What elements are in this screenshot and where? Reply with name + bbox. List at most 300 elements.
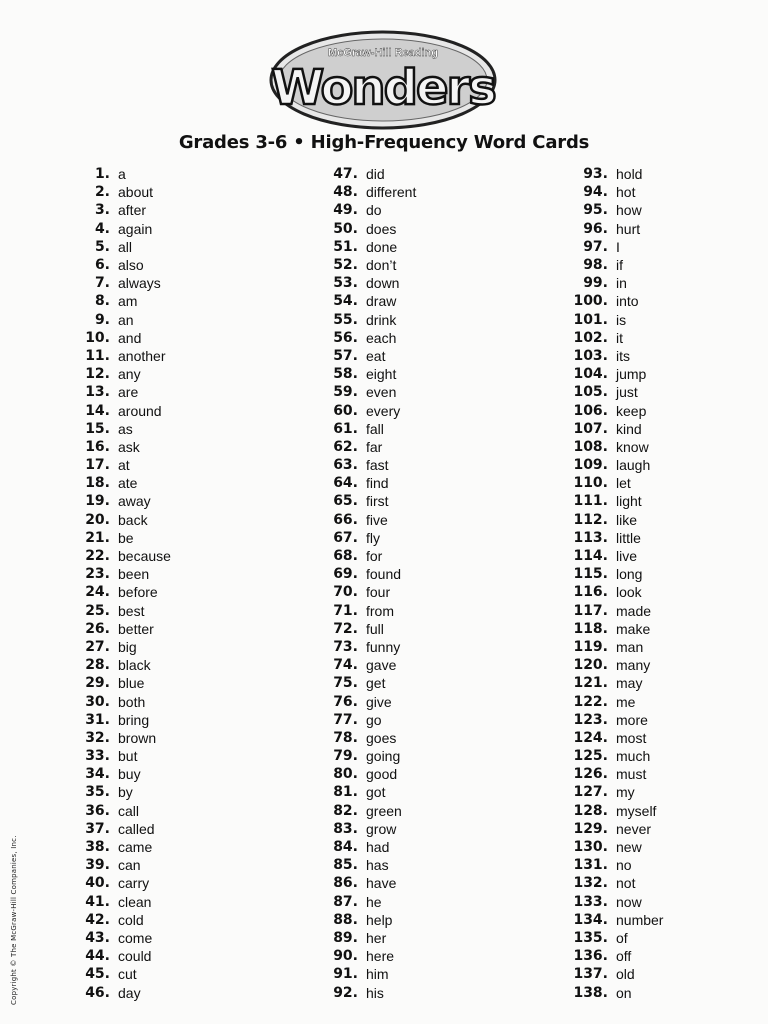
word-number: 52. [333, 257, 358, 274]
word-number: 41. [85, 893, 110, 910]
word-number: 57. [333, 347, 358, 364]
word-entry [560, 274, 663, 292]
word-number: 69. [333, 566, 358, 583]
word-entry [310, 893, 416, 911]
word-number: 43. [85, 929, 110, 946]
word-number: 94. [583, 184, 608, 201]
word-number: 30. [85, 693, 110, 710]
word-entry [310, 638, 416, 656]
word-number: 120. [573, 657, 608, 674]
word-text: on [616, 984, 632, 1001]
word-text: off [616, 948, 632, 965]
word-entry [62, 692, 171, 710]
word-entry [62, 438, 171, 456]
word-text: just [616, 384, 638, 401]
word-entry [310, 911, 416, 929]
word-entry [560, 256, 663, 274]
word-text: man [616, 638, 644, 655]
word-entry [560, 474, 663, 492]
word-entry [62, 983, 171, 1001]
word-entry [62, 965, 171, 983]
word-text: make [616, 620, 651, 637]
word-number: 5. [94, 238, 110, 255]
word-number: 90. [333, 948, 358, 965]
word-entry [62, 456, 171, 474]
word-entry [62, 474, 171, 492]
word-text: her [366, 929, 387, 946]
word-number: 81. [333, 784, 358, 801]
word-column-3 [560, 165, 663, 1002]
word-number: 62. [333, 438, 358, 455]
word-number: 114. [573, 548, 608, 565]
word-number: 28. [85, 657, 110, 674]
word-text: clean [118, 893, 152, 910]
word-number: 134. [573, 911, 608, 928]
word-text: better [118, 620, 154, 637]
word-text: back [118, 511, 148, 528]
word-number: 123. [573, 711, 608, 728]
logo-small-text: McGraw-Hill Reading [327, 47, 439, 59]
word-number: 17. [85, 457, 110, 474]
word-number: 119. [573, 638, 608, 655]
word-number: 46. [85, 984, 110, 1001]
word-text: ask [118, 438, 140, 455]
word-text: my [616, 784, 635, 801]
word-number: 82. [333, 802, 358, 819]
word-text: fall [366, 420, 384, 437]
logo-main-text: Wonders [271, 60, 495, 116]
word-text: cut [118, 966, 137, 983]
word-entry [62, 201, 171, 219]
word-number: 61. [333, 420, 358, 437]
word-text: is [616, 311, 627, 328]
word-entry [560, 401, 663, 419]
word-entry [310, 656, 416, 674]
word-entry [310, 856, 416, 874]
word-entry [560, 201, 663, 219]
word-text: every [366, 402, 401, 419]
word-entry [560, 965, 663, 983]
word-number: 8. [94, 293, 110, 310]
word-number: 124. [573, 729, 608, 746]
word-number: 113. [573, 529, 608, 546]
word-number: 45. [85, 966, 110, 983]
word-text: far [366, 438, 383, 455]
word-number: 103. [573, 347, 608, 364]
word-number: 131. [573, 857, 608, 874]
word-entry [310, 529, 416, 547]
word-entry [560, 292, 663, 310]
word-number: 29. [85, 675, 110, 692]
word-number: 138. [573, 984, 608, 1001]
word-text: look [616, 584, 642, 601]
word-text: made [616, 602, 652, 619]
word-number: 33. [85, 748, 110, 765]
word-text: had [366, 839, 390, 856]
word-number: 118. [573, 620, 608, 637]
word-entry [560, 820, 663, 838]
word-number: 71. [333, 602, 358, 619]
word-text: eat [366, 347, 386, 364]
word-entry [560, 511, 663, 529]
word-number: 32. [85, 729, 110, 746]
word-entry [62, 511, 171, 529]
word-entry [310, 820, 416, 838]
word-entry [62, 765, 171, 783]
word-number: 99. [583, 275, 608, 292]
word-text: he [366, 893, 382, 910]
word-text: most [616, 729, 647, 746]
word-number: 135. [573, 929, 608, 946]
word-text: did [366, 166, 385, 183]
word-number: 72. [333, 620, 358, 637]
word-entry [560, 947, 663, 965]
word-number: 3. [94, 202, 110, 219]
word-number: 87. [333, 893, 358, 910]
word-text: could [118, 948, 152, 965]
word-text: get [366, 675, 386, 692]
word-entry [560, 183, 663, 201]
word-entry [560, 674, 663, 692]
word-number: 44. [85, 948, 110, 965]
word-number: 92. [333, 984, 358, 1001]
word-entry [560, 565, 663, 583]
word-entry [310, 783, 416, 801]
word-text: day [118, 984, 141, 1001]
word-text: hold [616, 166, 643, 183]
word-number: 137. [573, 966, 608, 983]
word-number: 78. [333, 729, 358, 746]
word-text: buy [118, 766, 141, 783]
word-number: 86. [333, 875, 358, 892]
word-number: 112. [573, 511, 608, 528]
word-text: not [616, 875, 636, 892]
word-entry [62, 674, 171, 692]
word-number: 59. [333, 384, 358, 401]
wonders-logo [265, 24, 500, 134]
word-entry [62, 656, 171, 674]
word-entry [310, 329, 416, 347]
word-text: hurt [616, 220, 641, 237]
word-entry [560, 365, 663, 383]
word-entry [310, 311, 416, 329]
word-text: another [118, 347, 166, 364]
word-text: goes [366, 729, 397, 746]
word-text: keep [616, 402, 647, 419]
word-number: 108. [573, 438, 608, 455]
word-number: 133. [573, 893, 608, 910]
word-text: draw [366, 293, 397, 310]
word-entry [310, 874, 416, 892]
word-entry [560, 311, 663, 329]
word-number: 84. [333, 839, 358, 856]
word-number: 70. [333, 584, 358, 601]
page-title: Grades 3-6 • High-Frequency Word Cards [178, 132, 590, 153]
word-text: old [616, 966, 635, 983]
word-entry [310, 292, 416, 310]
word-text: no [616, 857, 632, 874]
word-entry [560, 765, 663, 783]
word-text: it [616, 329, 623, 346]
word-text: going [366, 748, 401, 765]
word-number: 104. [573, 366, 608, 383]
word-text: got [366, 784, 386, 801]
word-entry [560, 838, 663, 856]
word-entry [560, 747, 663, 765]
word-number: 67. [333, 529, 358, 546]
word-entry [310, 547, 416, 565]
word-entry [62, 220, 171, 238]
word-entry [560, 492, 663, 510]
word-text: green [366, 802, 402, 819]
word-entry [310, 401, 416, 419]
word-entry [560, 656, 663, 674]
word-text: must [616, 766, 647, 783]
word-text: at [118, 457, 130, 474]
word-text: away [118, 493, 151, 510]
word-entry [560, 620, 663, 638]
word-text: always [118, 275, 161, 292]
word-entry [560, 438, 663, 456]
word-entry [62, 311, 171, 329]
word-number: 132. [573, 875, 608, 892]
word-text: never [616, 820, 652, 837]
word-number: 25. [85, 602, 110, 619]
word-entry [62, 729, 171, 747]
word-entry [62, 911, 171, 929]
word-entry [62, 401, 171, 419]
word-entry [310, 802, 416, 820]
word-entry [62, 183, 171, 201]
word-number: 40. [85, 875, 110, 892]
word-entry [560, 165, 663, 183]
word-number: 19. [85, 493, 110, 510]
word-number: 136. [573, 948, 608, 965]
word-number: 11. [85, 347, 110, 364]
word-entry [62, 874, 171, 892]
word-number: 102. [573, 329, 608, 346]
word-entry [560, 456, 663, 474]
word-text: funny [366, 638, 401, 655]
word-entry [62, 620, 171, 638]
word-entry [62, 292, 171, 310]
word-text: each [366, 329, 397, 346]
word-entry [560, 983, 663, 1001]
word-number: 98. [583, 257, 608, 274]
word-text: how [616, 202, 642, 219]
word-text: after [118, 202, 147, 219]
word-text: as [118, 420, 133, 437]
word-entry [560, 729, 663, 747]
word-number: 6. [94, 257, 110, 274]
word-entry [560, 583, 663, 601]
word-entry [560, 874, 663, 892]
word-number: 96. [583, 220, 608, 237]
word-text: five [366, 511, 388, 528]
word-text: because [118, 548, 171, 565]
word-number: 15. [85, 420, 110, 437]
word-number: 10. [85, 329, 110, 346]
word-entry [310, 383, 416, 401]
word-number: 55. [333, 311, 358, 328]
word-text: black [118, 657, 151, 674]
word-number: 95. [583, 202, 608, 219]
word-number: 21. [85, 529, 110, 546]
word-text: many [616, 657, 651, 674]
word-entry [560, 220, 663, 238]
word-number: 26. [85, 620, 110, 637]
word-text: of [616, 929, 628, 946]
word-text: go [366, 711, 382, 728]
word-text: cold [118, 911, 144, 928]
word-entry [62, 165, 171, 183]
word-entry [310, 511, 416, 529]
word-entry [310, 201, 416, 219]
word-entry [62, 856, 171, 874]
word-text: laugh [616, 457, 651, 474]
word-text: found [366, 566, 402, 583]
word-text: have [366, 875, 397, 892]
word-text: don’t [366, 257, 397, 274]
word-number: 116. [573, 584, 608, 601]
word-text: best [118, 602, 145, 619]
word-entry [310, 456, 416, 474]
word-entry [560, 347, 663, 365]
word-column-2 [310, 165, 416, 1002]
word-entry [560, 856, 663, 874]
word-number: 22. [85, 548, 110, 565]
word-number: 20. [85, 511, 110, 528]
word-text: blue [118, 675, 145, 692]
word-number: 107. [573, 420, 608, 437]
word-entry [62, 783, 171, 801]
word-number: 129. [573, 820, 608, 837]
word-entry [62, 583, 171, 601]
word-number: 100. [573, 293, 608, 310]
word-text: full [366, 620, 384, 637]
word-entry [310, 365, 416, 383]
word-number: 105. [573, 384, 608, 401]
word-entry [560, 692, 663, 710]
word-text: even [366, 384, 397, 401]
word-entry [62, 565, 171, 583]
word-text: before [118, 584, 158, 601]
word-text: little [616, 529, 641, 546]
word-number: 75. [333, 675, 358, 692]
word-number: 1. [94, 166, 110, 183]
word-text: can [118, 857, 141, 874]
word-number: 53. [333, 275, 358, 292]
word-entry [560, 383, 663, 401]
word-entry [560, 638, 663, 656]
word-number: 128. [573, 802, 608, 819]
word-entry [560, 802, 663, 820]
word-entry [310, 692, 416, 710]
word-number: 89. [333, 929, 358, 946]
word-number: 65. [333, 493, 358, 510]
word-text: an [118, 311, 134, 328]
word-number: 37. [85, 820, 110, 837]
word-entry [62, 820, 171, 838]
word-number: 122. [573, 693, 608, 710]
word-text: find [366, 475, 389, 492]
word-text: in [616, 275, 627, 292]
word-text: ate [118, 475, 138, 492]
word-number: 18. [85, 475, 110, 492]
word-number: 50. [333, 220, 358, 237]
word-text: help [366, 911, 393, 928]
word-number: 85. [333, 857, 358, 874]
word-text: brown [118, 729, 157, 746]
word-text: come [118, 929, 153, 946]
word-text: does [366, 220, 397, 237]
word-text: number [616, 911, 664, 928]
word-number: 64. [333, 475, 358, 492]
word-text: I [616, 238, 620, 255]
word-number: 115. [573, 566, 608, 583]
word-text: good [366, 766, 398, 783]
word-number: 111. [573, 493, 608, 510]
word-number: 106. [573, 402, 608, 419]
word-entry [62, 929, 171, 947]
word-text: but [118, 748, 138, 765]
word-number: 79. [333, 748, 358, 765]
word-text: am [118, 293, 138, 310]
word-number: 47. [333, 166, 358, 183]
word-text: new [616, 839, 642, 856]
word-number: 49. [333, 202, 358, 219]
word-number: 36. [85, 802, 110, 819]
word-number: 9. [94, 311, 110, 328]
word-entry [310, 165, 416, 183]
word-number: 77. [333, 711, 358, 728]
word-text: its [616, 347, 630, 364]
word-text: and [118, 329, 142, 346]
word-entry [310, 711, 416, 729]
word-text: jump [616, 366, 647, 383]
word-entry [310, 983, 416, 1001]
word-text: been [118, 566, 150, 583]
word-number: 109. [573, 457, 608, 474]
word-text: into [616, 293, 639, 310]
word-entry [310, 565, 416, 583]
word-text: came [118, 839, 153, 856]
word-text: any [118, 366, 141, 383]
word-entry [62, 529, 171, 547]
word-column-1 [62, 165, 171, 1002]
word-entry [310, 583, 416, 601]
word-text: four [366, 584, 391, 601]
word-text: called [118, 820, 155, 837]
word-entry [310, 492, 416, 510]
word-entry [560, 238, 663, 256]
word-entry [62, 238, 171, 256]
word-text: me [616, 693, 636, 710]
word-entry [62, 547, 171, 565]
word-entry [560, 602, 663, 620]
word-text: done [366, 238, 398, 255]
word-entry [310, 929, 416, 947]
word-text: now [616, 893, 642, 910]
word-number: 127. [573, 784, 608, 801]
word-entry [310, 183, 416, 201]
word-entry [560, 783, 663, 801]
word-text: first [366, 493, 389, 510]
word-text: know [616, 438, 649, 455]
word-entry [310, 238, 416, 256]
word-entry [62, 947, 171, 965]
word-number: 121. [573, 675, 608, 692]
